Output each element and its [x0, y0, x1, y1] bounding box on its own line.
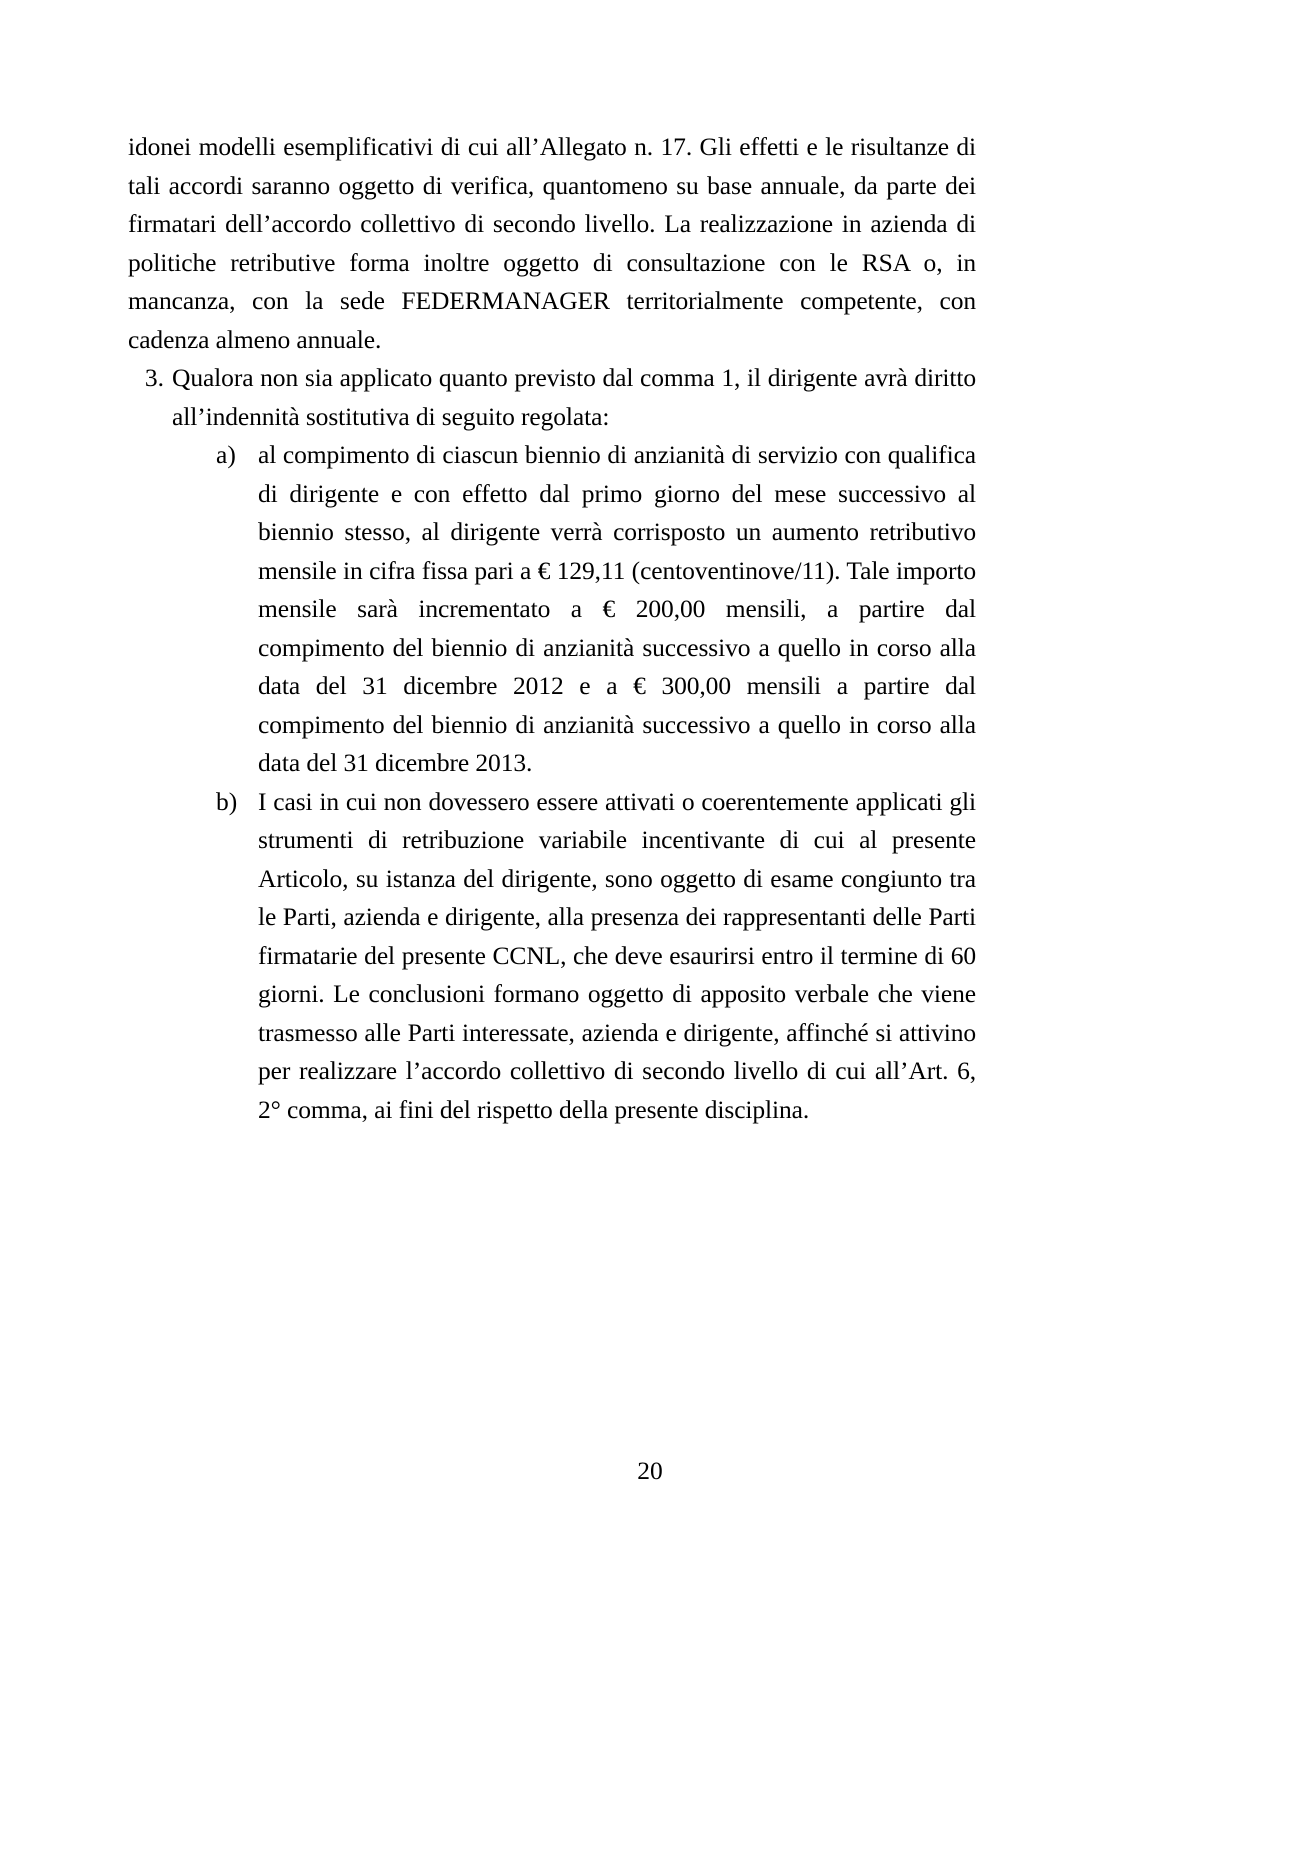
- numbered-item-3: [128, 359, 976, 1129]
- page-number: 20: [637, 1456, 663, 1485]
- sub-item-a: [216, 436, 976, 783]
- numbered-item-text: Qualora non sia applicato quanto previsto dal comma 1, il dirigente avrà diritto all’indennità sostitutiva di seguito regolata:: [172, 363, 976, 431]
- sub-item-a-text: al compimento di ciascun biennio di anzianità di servizio con qualifica di dirigente e con effetto dal primo giorno del mese successivo al biennio stesso, al dirigente verrà corrisposto un aumento retributivo mensile in cifra fissa pari a € 129,11 (centoventinove/11). Tale importo mensile sarà incrementato a € 200,00 mensili, a partire dal compimento del biennio di anzianità successivo a quello in corso alla data del 31 dicembre 2012 e a € 300,00 mensili a partire dal compimento del biennio di anzianità successivo a quello in corso alla data del 31 dicembre 2013.: [258, 440, 976, 777]
- continued-paragraph: idonei modelli esemplificativi di cui all’Allegato n. 17. Gli effetti e le risultanze di tali accordi saranno oggetto di verifica, quantomeno su base annuale, da parte dei firmatari dell’accordo collettivo di secondo livello. La realizzazione in azienda di politiche retributive forma inoltre oggetto di consultazione con le RSA o, in mancanza, con la sede FEDERMANAGER territorialmente competente, con cadenza almeno annuale.: [128, 132, 976, 354]
- sub-item-b: [216, 783, 976, 1130]
- sub-item-b-marker: b): [216, 786, 238, 816]
- numbered-item-marker: 3.: [144, 363, 164, 392]
- sub-item-b-text: I casi in cui non dovessero essere attivati o coerentemente applicati gli strumenti di retribuzione variabile incentivante di cui al presente Articolo, su istanza del dirigente, sono oggetto di esame congiunto tra le Parti, azienda e dirigente, alla presenza dei rappresentanti delle Parti firmatarie del presente CCNL, che deve esaurirsi entro il termine di 60 giorni. Le conclusioni formano oggetto di apposito verbale che viene trasmesso alle Parti interessate, azienda e dirigente, affinché si attivino per realizzare l’accordo collettivo di secondo livello di cui all’Art. 6, 2° comma, ai fini del rispetto della presente disciplina.: [258, 786, 976, 1124]
- page-content: [128, 128, 976, 1129]
- lettered-sub-list: [216, 436, 976, 1129]
- sub-item-a-marker: a): [216, 440, 236, 469]
